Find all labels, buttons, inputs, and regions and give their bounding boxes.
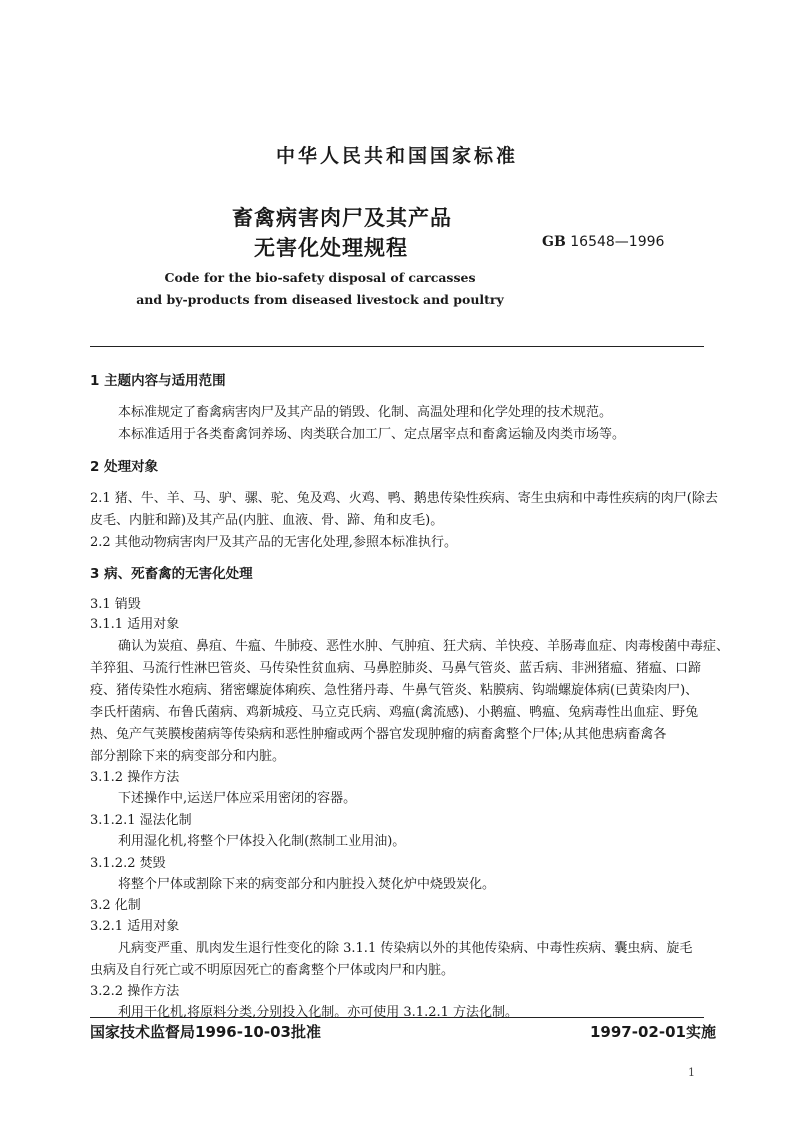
english-title-line2: and by-products from diseased livestock and poultry (136, 292, 504, 307)
english-title-line1: Code for the bio-safety disposal of carcasses (164, 270, 476, 285)
section-3-1-1-line-6: 部分割除下来的病变部分和内脏。 (90, 749, 286, 764)
section-3-1-2-paragraph: 下述操作中,运送尸体应采用密闭的容器。 (118, 791, 357, 806)
section-2-1-line-2: 皮毛、内脏和蹄)及其产品(内脏、血液、骨、蹄、角和皮毛)。 (90, 513, 444, 528)
section-3-1-1-line-5: 热、兔产气荚膜梭菌病等传染病和恶性肿瘤或两个器官发现肿瘤的病畜禽整个尸体;从其他患病畜禽各 (90, 727, 667, 742)
section-3-1-2: 3.1.2 操作方法 (90, 770, 180, 785)
section-2-heading: 2 处理对象 (90, 459, 159, 475)
page-number: 1 (688, 1066, 695, 1079)
section-2-2: 2.2 其他动物病害肉尸及其产品的无害化处理,参照本标准执行。 (90, 535, 457, 550)
section-3-1-1-line-4: 李氏杆菌病、布鲁氏菌病、鸡新城疫、马立克氏病、鸡瘟(禽流感)、小鹅瘟、鸭瘟、兔病毒性出血症、野兔 (90, 705, 699, 720)
standard-number: 16548—1996 (570, 234, 665, 250)
section-1-paragraph-2: 本标准适用于各类畜禽饲养场、肉类联合加工厂、定点屠宰点和畜禽运输及肉类市场等。 (118, 427, 626, 442)
approval-date: 国家技术监督局1996-10-03批准 (90, 1023, 321, 1041)
section-3-1-2-2-paragraph: 将整个尸体或割除下来的病变部分和内脏投入焚化炉中烧毁炭化。 (118, 877, 496, 892)
section-3-heading: 3 病、死畜禽的无害化处理 (90, 566, 253, 582)
standard-code (542, 234, 664, 250)
section-3-2-1-line-1: 凡病变严重、肌肉发生退行性变化的除 3.1.1 传染病以外的其他传染病、中毒性疾病、囊虫病、旋毛 (118, 941, 693, 956)
section-3-1-1-line-2: 羊猝狙、马流行性淋巴管炎、马传染性贫血病、马鼻腔肺炎、马鼻气管炎、蓝舌病、非洲猪瘟、猪瘟、口蹄 (90, 661, 702, 676)
section-3-1: 3.1 销毁 (90, 597, 141, 612)
section-2-1-line-1: 2.1 猪、牛、羊、马、驴、骡、驼、兔及鸡、火鸡、鸭、鹅患传染性疾病、寄生虫病和中毒性疾病的肉尸(除去 (90, 491, 718, 506)
section-3-1-2-2: 3.1.2.2 焚毁 (90, 856, 166, 871)
document-title-line2: 无害化处理规程 (254, 236, 408, 260)
section-3-2-2: 3.2.2 操作方法 (90, 984, 180, 999)
section-3-2: 3.2 化制 (90, 898, 141, 913)
section-3-2-2-paragraph: 利用干化机,将原料分类,分别投入化制。亦可使用 3.1.2.1 方法化制。 (118, 1005, 519, 1020)
document-title-line1: 畜禽病害肉尸及其产品 (232, 206, 452, 230)
section-1-paragraph-1: 本标准规定了畜禽病害肉尸及其产品的销毁、化制、高温处理和化学处理的技术规范。 (118, 405, 613, 420)
standard-prefix: GB (542, 234, 566, 250)
section-3-1-2-1-paragraph: 利用湿化机,将整个尸体投入化制(熬制工业用油)。 (118, 834, 406, 849)
section-3-2-1-line-2: 虫病及自行死亡或不明原因死亡的畜禽整个尸体或肉尸和内脏。 (90, 963, 455, 978)
section-3-1-1-line-3: 疫、猪传染性水疱病、猪密螺旋体痢疾、急性猪丹毒、牛鼻气管炎、粘膜病、钩端螺旋体病(已黄染肉尸)、 (90, 683, 699, 698)
section-3-1-2-1: 3.1.2.1 湿法化制 (90, 813, 192, 828)
section-3-2-1: 3.2.1 适用对象 (90, 919, 180, 934)
section-3-1-1-line-1: 确认为炭疽、鼻疽、牛瘟、牛肺疫、恶性水肿、气肿疽、狂犬病、羊快疫、羊肠毒血症、肉毒梭菌中毒症、 (118, 639, 730, 654)
section-3-1-1: 3.1.1 适用对象 (90, 617, 180, 632)
footer-divider (90, 1017, 704, 1018)
header-divider (90, 346, 704, 347)
implementation-date: 1997-02-01实施 (590, 1023, 716, 1041)
national-standard-heading: 中华人民共和国国家标准 (275, 145, 518, 167)
section-1-heading: 1 主题内容与适用范围 (90, 373, 226, 389)
